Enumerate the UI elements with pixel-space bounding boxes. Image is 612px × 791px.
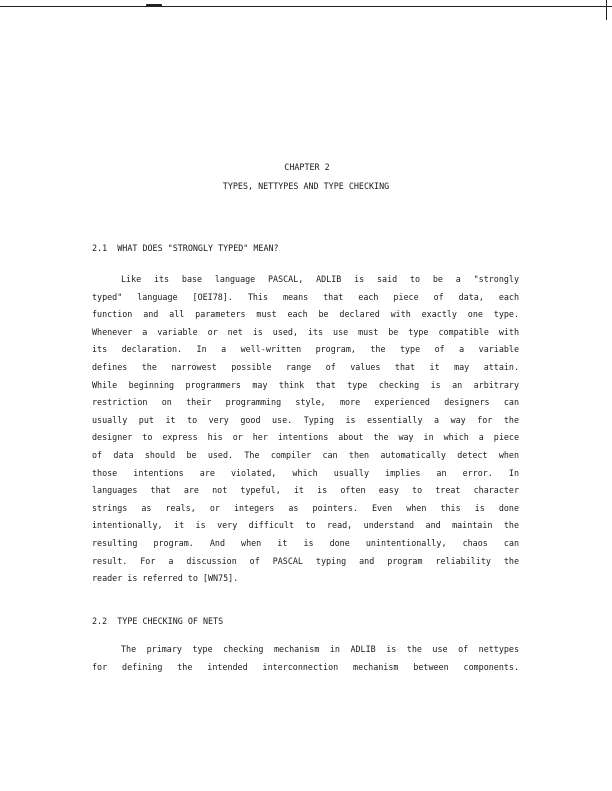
text-line: languages that are not typeful, it is often easy to treat character [92,485,519,496]
section-2-2-paragraph [92,641,519,676]
text-line: typed" language [OEI78]. This means that each piece of data, each [92,291,519,302]
text-line: of data should be used. The compiler can then automatically detect when [92,449,519,460]
right-edge-rule [606,0,607,20]
text-line: its declaration. In a well-written program, the type of a variable [92,344,519,355]
text-line: restriction on their programming style, more experienced designers can [92,397,519,408]
section-heading-2-1 [92,243,279,253]
text-line: intentionally, it is very difficult to read, understand and maintain the [92,520,519,531]
top-edge-rule [0,6,612,7]
chapter-number: CHAPTER 2 [284,162,330,172]
section-number: 2.1 [92,243,108,253]
text-line: defines the narrowest possible range of values that it may attain. [92,361,519,372]
text-line: usually put it to very good use. Typing is essentially a way for the [92,414,519,425]
section-title: WHAT DOES "STRONGLY TYPED" MEAN? [117,243,279,253]
section-title: TYPE CHECKING OF NETS [117,616,224,626]
top-edge-mark [146,4,162,7]
text-line: strings as reals, or integers as pointers. Even when this is done [92,502,519,513]
section-number: 2.2 [92,616,108,626]
text-line: Like its base language PASCAL, ADLIB is said to be a "strongly [121,274,519,284]
text-line: result. For a discussion of PASCAL typing and program reliability the [92,555,519,566]
text-line: designer to express his or her intentions about the way in which a piece [92,432,519,443]
chapter-heading [0,158,612,196]
text-line: The primary type checking mechanism in ADLIB is the use of nettypes [121,644,519,654]
text-line: for defining the intended interconnection mechanism between components. [92,661,519,672]
text-line: function and all parameters must each be declared with exactly one type. [92,309,519,320]
text-line: those intentions are violated, which usually implies an error. In [92,467,519,478]
section-2-1-paragraph [92,271,519,588]
chapter-title: TYPES, NETTYPES AND TYPE CHECKING [222,181,390,191]
section-heading-2-2 [92,616,223,626]
text-line: Whenever a variable or net is used, its use must be type compatible with [92,326,519,337]
text-line: reader is referred to [WN75]. [92,573,239,584]
text-line: resulting program. And when it is done unintentionally, chaos can [92,537,519,548]
text-line: While beginning programmers may think that type checking is an arbitrary [92,379,519,390]
